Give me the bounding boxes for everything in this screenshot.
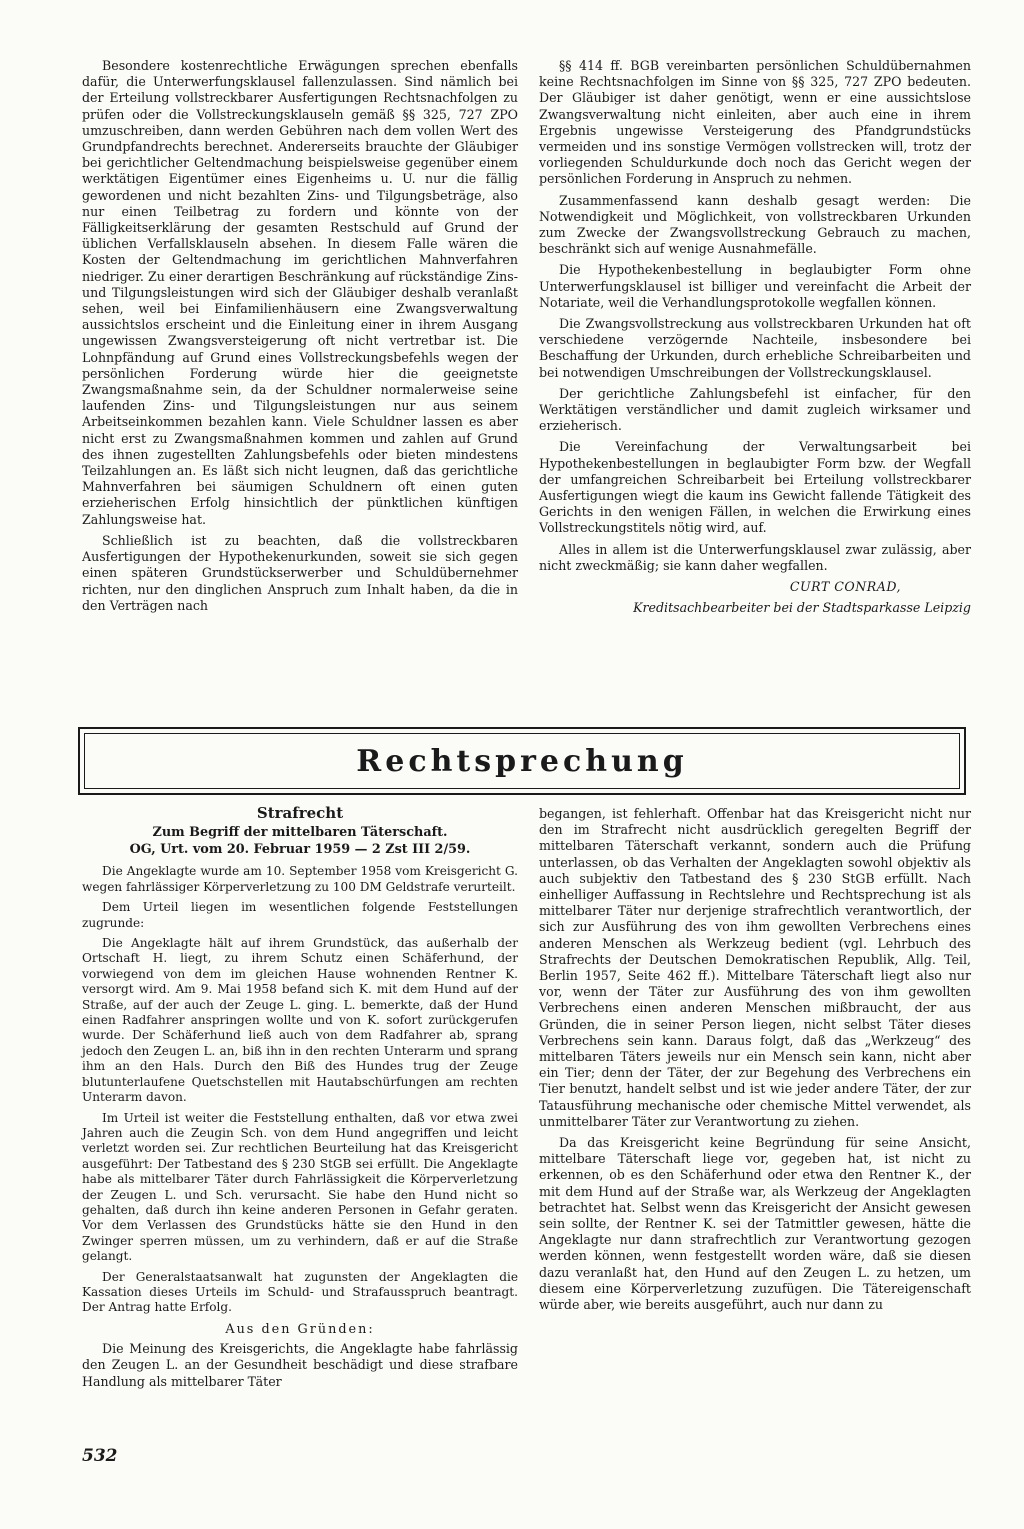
subsection-title: Strafrecht [256,804,344,822]
paragraph: Zusammenfassend kann deshalb gesagt werden: Die Notwendigkeit und Möglichkeit, von vollstreckbaren Urkunden zum Zwecke der Zwangsvollstreckung Gebrauch zu machen, beschränkt sich auf wenige Ausnahmefälle. [539,192,971,257]
paragraph: Der Generalstaatsanwalt hat zugunsten der Angeklagten die Kassation dieses Urteils im Schuld- und Strafausspruch beantragt. Der Antrag hatte Erfolg. [82,1269,518,1315]
lower-right-column [539,806,971,1318]
paragraph: Alles in allem ist die Unterwerfungsklausel zwar zulässig, aber nicht zweckmäßig; sie kann daher wegfallen. [539,541,971,573]
section-banner [78,727,966,795]
case-title: Zum Begriff der mittelbaren Täterschaft. [152,825,448,841]
author-title: Kreditsachbearbeiter bei der Stadtsparkasse Leipzig [633,600,971,616]
upper-left-column [82,58,518,619]
lower-left-column [82,806,518,1395]
section-title: Rechtsprechung [84,733,960,789]
paragraph: Die Hypothekenbestellung in beglaubigter Form ohne Unterwerfungsklausel ist billiger und vereinfacht die Arbeit der Notariate, weil die Verhandlungsprotokolle wegfallen können. [539,262,971,310]
paragraph: §§ 414 ff. BGB vereinbarten persönlichen Schuldübernahmen keine Rechtsnachfolgen im Sinne von §§ 325, 727 ZPO bedeuten. Der Gläubiger ist daher genötigt, wenn er eine aussichtslose Zwangsverwaltung nicht einleiten, aber auch eine in ihrem Ergebnis ungewisse Versteigerung des Pfandgrundstücks vermeiden und ins sonstige Vermögen vollstrecken will, trotz der vorliegenden Schuldurkunde doch noch das Gericht wegen der persönlichen Forderung in Anspruch zu nehmen. [539,58,971,187]
paragraph: Die Zwangsvollstreckung aus vollstreckbaren Urkunden hat oft verschiedene verzögernde Nachteile, insbesondere bei Beschaffung der Urkunden, durch erhebliche Schreibarbeiten und bei notwendigen Umschreibungen der Vollstreckungsklausel. [539,316,971,380]
reasons-heading: Aus den Gründen: [225,1321,375,1337]
case-heading [82,824,518,858]
paragraph: Die Vereinfachung der Verwaltungsarbeit bei Hypothekenbestellungen in beglaubigter Form bzw. der Wegfall der umfangreichen Schreibarbeit bei Erteilung vollstreckbarer Ausfertigungen wiegt die kaum ins Gewicht fallende Tätigkeit des Gerichts in den wenigen Fällen, in welchen die Erwirkung eines Vollstreckungstitels nötig wird, auf. [539,439,971,536]
paragraph: Besondere kostenrechtliche Erwägungen sprechen ebenfalls dafür, die Unterwerfungsklausel fallenzulassen. Sind nämlich bei der Erteilung vollstreckbarer Ausfertigungen Rechtsnachfolgen zu prüfen oder die Vollstreckungsklauseln gemäß §§ 325, 727 ZPO umzuschreiben, dann werden Gebühren nach dem vollen Wert des Grundpfandrechts berechnet. Andererseits brauchte der Gläubiger bei gerichtlicher Geltendmachung beispielsweise gegenüber einem werktätigen Eigentümer eines Eigenheims u. U. nur die fällig gewordenen und nicht bezahlten Zins- und Tilgungsbeträge, also nur einen Teilbetrag zu fordern und könnte von der Fälligkeitserklärung der gesamten Restschuld auf Grund der üblichen Verfallsklauseln absehen. In diesem Falle wären die Kosten der Geltendmachung im gerichtlichen Mahnverfahren niedriger. Zu einer derartigen Beschränkung auf rückständige Zins- und Tilgungsleistungen wird sich der Gläubiger deshalb veranlaßt sehen, weil bei Einfamilienhäusern eine Zwangsverwaltung aussichtslos erscheint und die Einleitung einer in ihrem Ausgang ungewissen Zwangsversteigerung oft nicht vertretbar ist. Die Lohnpfändung auf Grund eines Vollstreckungsbefehls wegen der persönlichen Forderung würde hier die geeignetste Zwangsmaßnahme sein, da der Schuldner normalerweise seine laufenden Zins- und Tilgungsleistungen nur aus seinem Arbeitseinkommen bezahlen kann. Viele Schuldner lassen es aber nicht erst zu Zwangsmaßnahmen kommen und zahlen auf Grund des ihnen zugestellten Zahlungsbefehls oder bieten mindestens Teilzahlungen an. Es läßt sich nicht leugnen, daß das gerichtliche Mahnverfahren bei säumigen Schuldnern oft einen guten erzieherischen Erfolg hinsichtlich der pünktlichen künftigen Zahlungsweise hat. [82,58,518,527]
upper-right-column [539,58,971,622]
paragraph: begangen, ist fehlerhaft. Offenbar hat das Kreisgericht nicht nur den im Strafrecht nicht ausdrücklich geregelten Begriff der mittelbaren Täterschaft verkannt, sondern auch die Prüfung unterlassen, ob das Verhalten der Angeklagten sowohl objektiv als auch subjektiv den Tatbestand des § 230 StGB erfüllt. Nach einhelliger Auffassung in Rechtslehre und Rechtsprechung ist als mittelbarer Täter nur derjenige strafrechtlich verantwortlich, der sich zur Ausführung des von ihm gewollten Verbrechens eines anderen Menschen als Werkzeug bedient (vgl. Lehrbuch des Strafrechts der Deutschen Demokratischen Republik, Allg. Teil, Berlin 1957, Seite 462 ff.). Mittelbare Täterschaft liegt also nur vor, wenn der Täter zur Ausführung des von ihm gewollten Verbrechens einen anderen Menschen mißbraucht, der aus Gründen, die in seiner Person liegen, nicht selbst Täter dieses Verbrechens sein kann. Daraus folgt, daß das „Werkzeug“ des mittelbaren Täters jeweils nur ein Mensch sein kann, nicht aber ein Tier; denn der Täter, der zur Begehung des Verbrechens ein Tier benutzt, handelt selbst und ist wie jeder andere Täter, der zur Tatausführung mechanische oder chemische Mittel verwendet, als unmittelbarer Täter zur Verantwortung zu ziehen. [539,806,971,1129]
case-reference: OG, Urt. vom 20. Februar 1959 — 2 Zst III 2/59. [129,842,471,858]
author-name: CURT CONRAD, [789,579,901,595]
paragraph: Schließlich ist zu beachten, daß die vollstreckbaren Ausfertigungen der Hypothekenurkunden, soweit sie sich gegen einen späteren Grundstückserwerber und Schuldübernehmer richten, nur den dinglichen Anspruch zum Inhalt haben, da die in den Verträgen nach [82,532,518,613]
paragraph: Der gerichtliche Zahlungsbefehl ist einfacher, für den Werktätigen verständlicher und damit zugleich wirksamer und erzieherisch. [539,385,971,434]
paragraph: Im Urteil ist weiter die Feststellung enthalten, daß vor etwa zwei Jahren auch die Zeugin Sch. von dem Hund angegriffen und leicht verletzt worden sei. Zur rechtlichen Beurteilung hat das Kreisgericht ausgeführt: Der Tatbestand des § 230 StGB sei erfüllt. Die Angeklagte habe als mittelbarer Täter durch Fahrlässigkeit die Körperverletzung der Zeugen L. und Sch. verursacht. Sie habe den Hund nicht so gehalten, daß durch ihn keine anderen Personen in Gefahr geraten. Vor dem Verlassen des Grundstücks hätte sie den Hund in den Zwinger sperren müssen, um zu verhindern, daß er auf die Straße gelangt. [82,1110,518,1264]
page-number: 532 [82,1446,118,1466]
paragraph: Die Angeklagte hält auf ihrem Grundstück, das außerhalb der Ortschaft H. liegt, zu ihrem Schutz einen Schäferhund, der vorwiegend von dem im gleichen Hause wohnenden Rentner K. versorgt wird. Am 9. Mai 1958 befand sich K. mit dem Hund auf der Straße, auf der auch der Zeuge L. ging. L. bemerkte, daß der Hund einen Radfahrer anspringen wollte und von K. sofort zurückgerufen wurde. Der Schäferhund ließ auch von dem Radfahrer ab, sprang jedoch den Zeugen L. an, biß ihn in den rechten Unterarm und sprang ihm an den Hals. Durch den Biß des Hundes trug der Zeuge blutunterlaufene Quetschstellen mit Hautabschürfungen am rechten Unterarm davon. [82,936,518,1105]
paragraph: Die Angeklagte wurde am 10. September 1958 vom Kreisgericht G. wegen fahrlässiger Körperverletzung zu 100 DM Geldstrafe verurteilt. [82,864,518,894]
paragraph: Dem Urteil liegen im wesentlichen folgende Feststellungen zugrunde: [82,900,518,930]
paragraph: Die Meinung des Kreisgerichts, die Angeklagte habe fahrlässig den Zeugen L. an der Gesundheit beschädigt und diese strafbare Handlung als mittelbarer Täter [82,1341,518,1389]
paragraph: Da das Kreisgericht keine Begründung für seine Ansicht, mittelbare Täterschaft liege vor, gegeben hat, ist nicht zu erkennen, ob es den Schäferhund oder etwa den Rentner K., der mit dem Hund auf der Straße war, als Werkzeug der Angeklagten betrachtet hat. Selbst wenn das Kreisgericht der Ansicht gewesen sein sollte, der Rentner K. sei der Tatmittler gewesen, hätte die Angeklagte nur dann strafrechtlich zur Verantwortung gezogen werden können, wenn festgestellt worden wäre, daß sie diesen dazu veranlaßt hat, den Hund auf den Zeugen L. zu hetzen, um diesem eine Körperverletzung zuzufügen. Die Tätereigenschaft würde aber, wie bereits ausgeführt, auch nur dann zu [539,1135,971,1313]
